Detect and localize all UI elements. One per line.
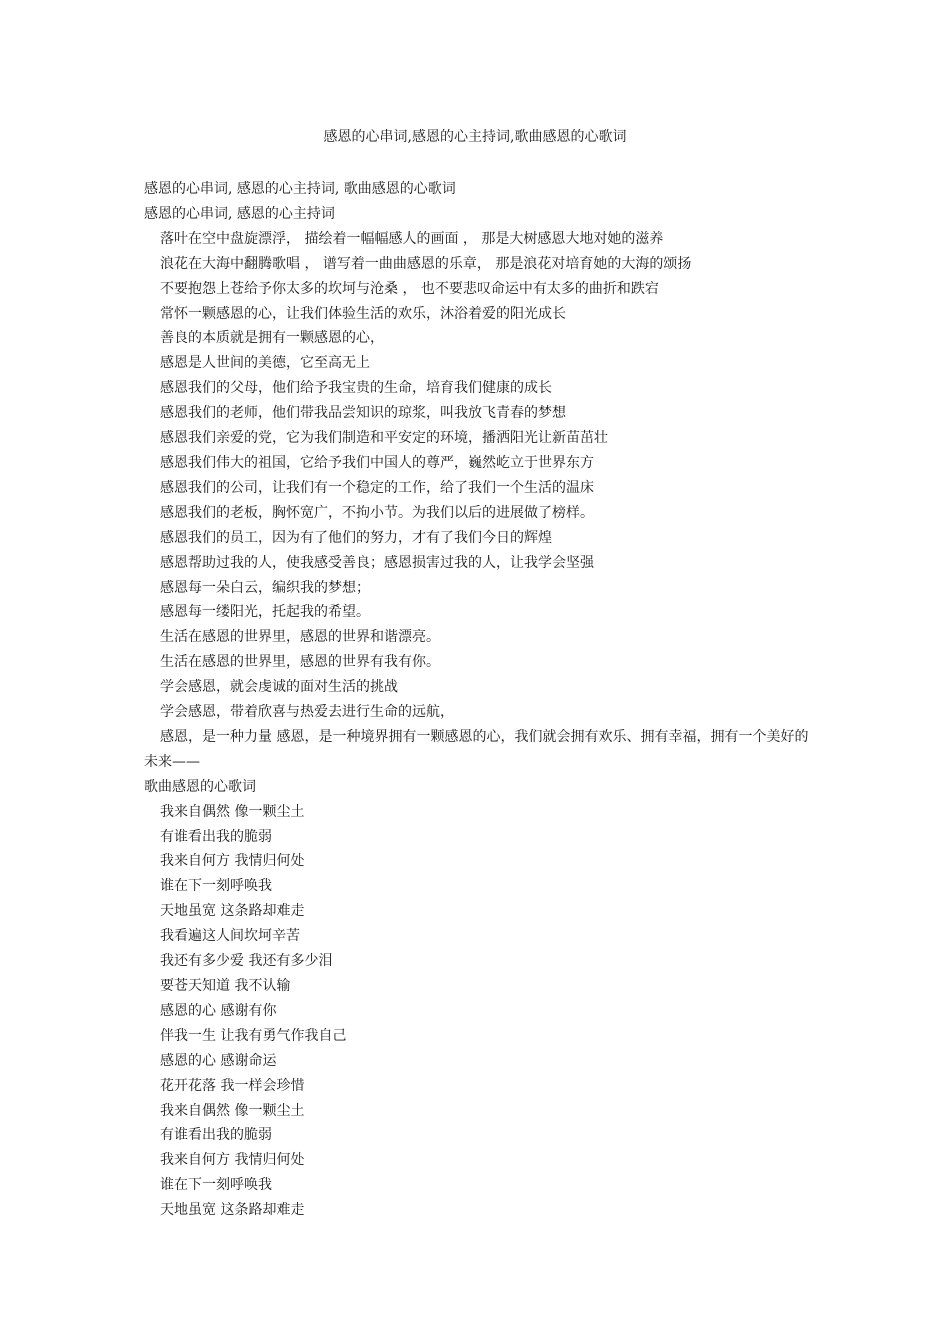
document-body [144,177,809,1223]
paragraph-line: 感恩我们的老板，胸怀宽广，不拘小节。为我们以后的进展做了榜样。 [160,504,594,521]
lyric-line: 感恩的心 感谢命运 [160,1052,277,1069]
lyric-line: 伴我一生 让我有勇气作我自己 [160,1027,347,1044]
lyric-line: 我还有多少爱 我还有多少泪 [160,953,333,970]
paragraph-line: 生活在感恩的世界里，感恩的世界有我有你。 [160,654,440,671]
lyric-line: 我来自何方 我情归何处 [160,853,305,870]
paragraph-line: 善良的本质就是拥有一颗感恩的心， [160,330,384,347]
paragraph-line: 生活在感恩的世界里，感恩的世界和谐漂亮。 [160,629,440,646]
lyric-line: 有谁看出我的脆弱 [160,828,272,845]
paragraph-line: 感恩我们的老师，他们带我品尝知识的琼浆，叫我放飞青春的梦想 [160,405,566,422]
heading-section-2: 歌曲感恩的心歌词 [144,778,256,795]
closing-paragraph: 感恩，是一种力量 感恩，是一种境界拥有一颗感恩的心，我们就会拥有欢乐、拥有幸福，拥有一个美好的未来—— [144,728,809,770]
paragraph-line: 落叶在空中盘旋漂浮， 描绘着一幅幅感人的画面 ， 那是大树感恩大地对她的滋养 [160,230,664,247]
lyric-line: 我来自偶然 像一颗尘土 [160,1102,305,1119]
paragraph-line: 感恩每一缕阳光，托起我的希望。 [160,604,370,621]
lyric-line: 我看遍这人间坎坷辛苦 [160,928,300,945]
paragraph-line: 感恩我们亲爱的党，它为我们制造和平安定的环境，播洒阳光让新苗茁壮 [160,430,608,447]
lyric-line: 感恩的心 感谢有你 [160,1002,277,1019]
lyric-line: 谁在下一刻呼唤我 [160,878,272,895]
heading-main: 感恩的心串词, 感恩的心主持词, 歌曲感恩的心歌词 [144,181,456,197]
lyric-line: 谁在下一刻呼唤我 [160,1177,272,1194]
paragraph-line: 感恩每一朵白云，编织我的梦想； [160,579,370,596]
paragraph-line: 学会感恩，就会虔诚的面对生活的挑战 [160,679,398,696]
paragraph-line: 感恩帮助过我的人，使我感受善良；感恩损害过我的人，让我学会坚强 [160,554,594,571]
lyric-line: 有谁看出我的脆弱 [160,1127,272,1144]
paragraph-line: 感恩我们的员工，因为有了他们的努力，才有了我们今日的辉煌 [160,529,552,546]
paragraph-line: 浪花在大海中翻腾歌唱 ， 谱写着一曲曲感恩的乐章， 那是浪花对培育她的大海的颂扬 [160,255,692,272]
paragraph-line: 感恩是人世间的美德，它至高无上 [160,355,370,372]
lyric-line: 我来自何方 我情归何处 [160,1152,305,1169]
lyric-line: 要苍天知道 我不认输 [160,978,291,994]
paragraph-line: 感恩我们的父母，他们给予我宝贵的生命，培育我们健康的成长 [160,380,552,397]
paragraph-line: 感恩我们伟大的祖国，它给予我们中国人的尊严，巍然屹立于世界东方 [160,454,594,471]
lyric-line: 花开花落 我一样会珍惜 [160,1077,305,1094]
lyric-line: 天地虽宽 这条路却难走 [160,903,305,920]
paragraph-line: 学会感恩，带着欣喜与热爱去进行生命的远航， [160,704,454,721]
paragraph-line: 常怀一颗感恩的心，让我们体验生活的欢乐，沐浴着爱的阳光成长 [160,305,566,322]
paragraph-line: 感恩我们的公司，让我们有一个稳定的工作，给了我们一个生活的温床 [160,479,594,496]
lyric-line: 天地虽宽 这条路却难走 [160,1202,305,1219]
paragraph-line: 不要抱怨上苍给予你太多的坎坷与沧桑 ， 也不要悲叹命运中有太多的曲折和跌宕 [160,280,659,297]
heading-section-1: 感恩的心串词, 感恩的心主持词 [144,205,335,222]
lyric-line: 我来自偶然 像一颗尘土 [160,803,305,820]
document-title: 感恩的心串词,感恩的心主持词,歌曲感恩的心歌词 [323,129,627,145]
